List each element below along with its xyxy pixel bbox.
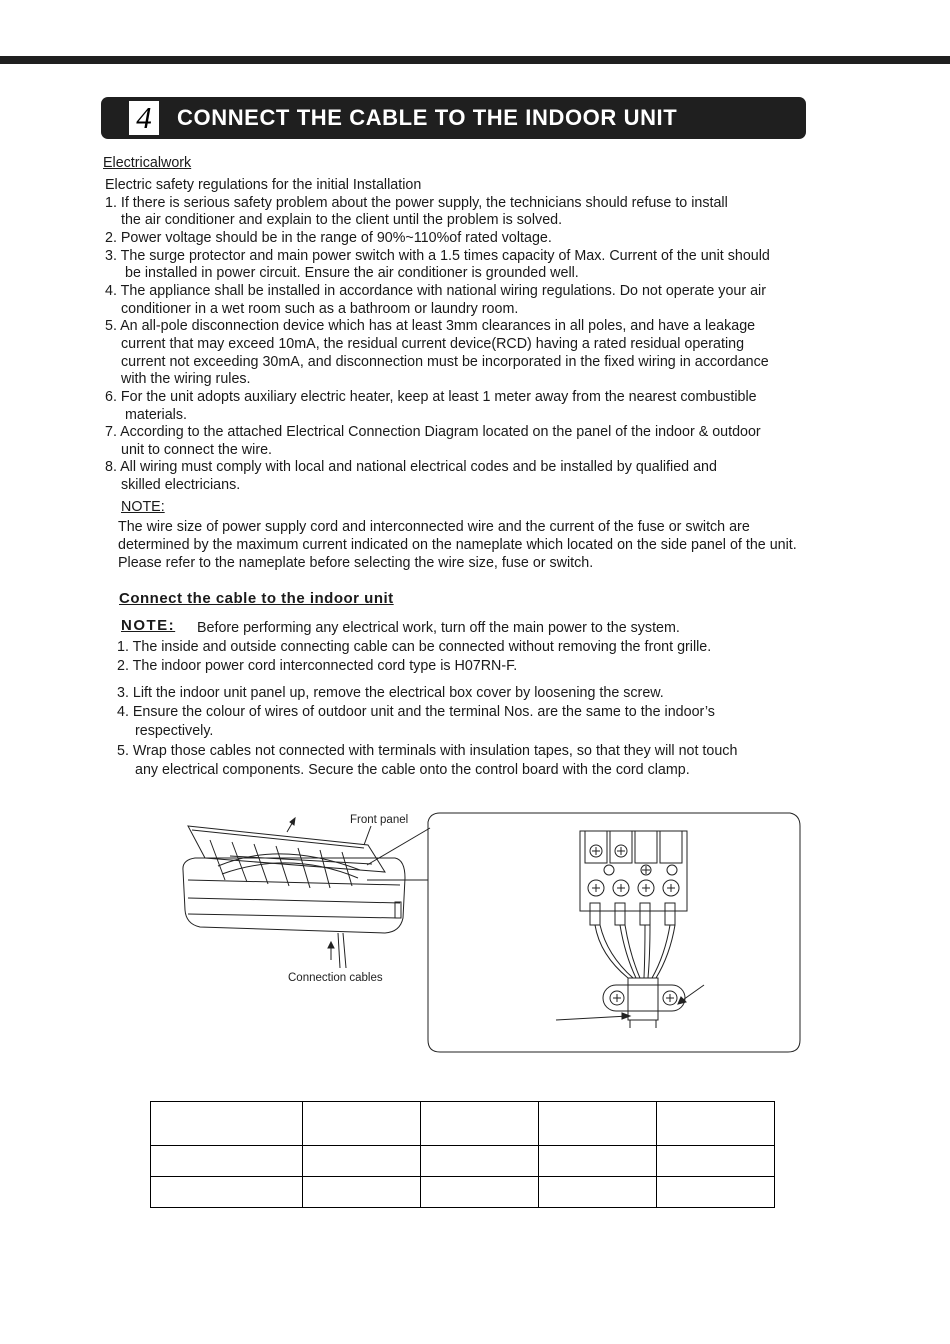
electrical-note-line: Please refer to the nameplate before selecting the wire size, fuse or switch. bbox=[118, 555, 594, 571]
table-cell bbox=[421, 1102, 539, 1146]
table-cell bbox=[303, 1177, 421, 1208]
electrical-line: 6. For the unit adopts auxiliary electric heater, keep at least 1 meter away from the nearest combustible bbox=[105, 389, 757, 405]
table-cell bbox=[539, 1146, 657, 1177]
table-row bbox=[151, 1146, 775, 1177]
electrical-note-line: determined by the maximum current indicated on the nameplate which located on the side panel of the unit. bbox=[118, 537, 797, 553]
table-cell bbox=[151, 1102, 303, 1146]
table-cell bbox=[151, 1146, 303, 1177]
table-cell bbox=[303, 1146, 421, 1177]
table-cell bbox=[303, 1102, 421, 1146]
connection-cables-label: Connection cables bbox=[288, 972, 383, 984]
table-cell bbox=[657, 1102, 775, 1146]
electrical-line: current not exceeding 30mA, and disconnection must be incorporated in the fixed wiring in accordance bbox=[121, 354, 769, 370]
electrical-line: 8. All wiring must comply with local and national electrical codes and be installed by qualified and bbox=[105, 459, 717, 475]
connect-note-label: NOTE: bbox=[121, 617, 176, 634]
table-row bbox=[151, 1177, 775, 1208]
section-number: 4 bbox=[129, 101, 159, 135]
table-cell bbox=[657, 1177, 775, 1208]
front-panel-pointer bbox=[364, 826, 371, 845]
terminal-block bbox=[556, 831, 704, 1028]
electrical-note-line: The wire size of power supply cord and interconnected wire and the current of the fuse or switch are bbox=[118, 519, 750, 535]
electrical-heading: Electricalwork bbox=[103, 155, 192, 171]
connect-line: any electrical components. Secure the cable onto the control board with the cord clamp. bbox=[135, 762, 690, 778]
electrical-line: with the wiring rules. bbox=[121, 371, 251, 387]
table-cell bbox=[657, 1146, 775, 1177]
electrical-line: 2. Power voltage should be in the range of 90%~110%of rated voltage. bbox=[105, 230, 552, 246]
spec-table bbox=[150, 1101, 775, 1208]
electrical-line: 7. According to the attached Electrical Connection Diagram located on the panel of the indoor & outdoor bbox=[105, 424, 761, 440]
connect-line: respectively. bbox=[135, 723, 214, 739]
electrical-line: 3. The surge protector and main power switch with a 1.5 times capacity of Max. Current of the unit should bbox=[105, 248, 770, 264]
electrical-note-label: NOTE: bbox=[121, 499, 165, 515]
electrical-line: be installed in power circuit. Ensure the air conditioner is grounded well. bbox=[125, 265, 579, 281]
connect-line: 3. Lift the indoor unit panel up, remove the electrical box cover by loosening the screw. bbox=[117, 685, 664, 701]
table-cell bbox=[539, 1177, 657, 1208]
indoor-unit-illustration bbox=[183, 826, 405, 968]
table-cell bbox=[421, 1177, 539, 1208]
electrical-line: 1. If there is serious safety problem about the power supply, the technicians should refuse to install bbox=[105, 195, 728, 211]
electrical-line: materials. bbox=[125, 407, 187, 423]
connect-line: 1. The inside and outside connecting cable can be connected without removing the front grille. bbox=[117, 639, 712, 655]
table-cell bbox=[151, 1177, 303, 1208]
electrical-line: the air conditioner and explain to the client until the problem is solved. bbox=[121, 212, 563, 228]
table-cell bbox=[539, 1102, 657, 1146]
connect-line: 2. The indoor power cord interconnected cord type is H07RN-F. bbox=[117, 658, 518, 674]
electrical-line: conditioner in a wet room such as a bathroom or laundry room. bbox=[121, 301, 519, 317]
table-row bbox=[151, 1102, 775, 1146]
connect-line: 5. Wrap those cables not connected with terminals with insulation tapes, so that they will not touch bbox=[117, 743, 738, 759]
electrical-line: current that may exceed 10mA, the residual current device(RCD) having a rated residual operating bbox=[121, 336, 745, 352]
connect-line: 4. Ensure the colour of wires of outdoor unit and the terminal Nos. are the same to the indoor’s bbox=[117, 704, 715, 720]
electrical-line: skilled electricians. bbox=[121, 477, 241, 493]
electrical-intro: Electric safety regulations for the initial Installation bbox=[105, 177, 422, 193]
connect-heading: Connect the cable to the indoor unit bbox=[119, 590, 394, 607]
section-title: CONNECT THE CABLE TO THE INDOOR UNIT bbox=[177, 105, 678, 130]
electrical-line: 5. An all-pole disconnection device which has at least 3mm clearances in all poles, and have a leakage bbox=[105, 318, 756, 334]
detail-frame bbox=[428, 813, 800, 1052]
front-panel-label: Front panel bbox=[350, 814, 409, 826]
electrical-line: 4. The appliance shall be installed in accordance with national wiring regulations. Do not operate your air bbox=[105, 283, 766, 299]
electrical-line: unit to connect the wire. bbox=[121, 442, 272, 458]
table-cell bbox=[421, 1146, 539, 1177]
connect-note-text: Before performing any electrical work, turn off the main power to the system. bbox=[197, 620, 680, 636]
